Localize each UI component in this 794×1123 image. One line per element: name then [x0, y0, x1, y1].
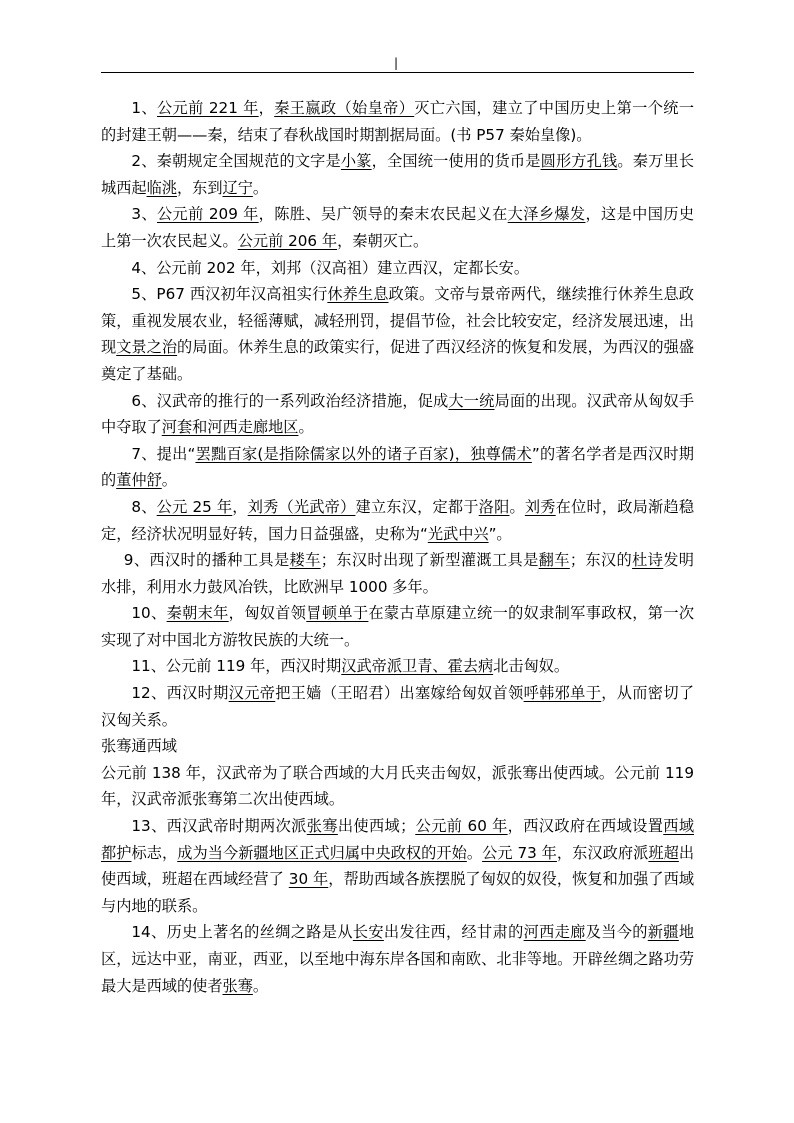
text-run: ，秦朝灭亡。 [337, 231, 429, 250]
underlined-key-term: 大一统 [448, 391, 495, 410]
text-run: 2、秦朝规定全国规范的文字是 [131, 152, 341, 171]
underlined-key-term: 文景之治 [116, 338, 178, 357]
text-run: 。秦万里长城西起 [101, 152, 694, 197]
underlined-key-term: 公元前 60 年 [415, 817, 508, 836]
underlined-key-term: 光武中兴 [427, 524, 489, 543]
paragraph-p11 [101, 653, 694, 680]
underlined-key-term: 汉元帝 [228, 684, 276, 703]
underlined-key-term: 30 年 [288, 870, 329, 889]
header-rule [101, 72, 694, 73]
text-run: 出发往西，经甘肃的 [383, 923, 524, 942]
paragraph-p6 [101, 388, 694, 441]
section-heading [101, 733, 694, 760]
text-run: 14、历史上著名的丝绸之路是从 [131, 923, 353, 942]
text-run: 及当今的 [585, 923, 648, 942]
paragraph-p12 [101, 680, 694, 733]
underlined-key-term: 公元前 221 年 [157, 99, 259, 117]
underlined-key-term: 刘秀（光武帝） [247, 497, 356, 516]
text-run: 政策。文帝与景帝两代，继续推行休养生息政策，重视发展农业，轻徭薄赋，减轻刑罚，提倡节俭，社会比较安定，经济发展迅速，出现 [101, 285, 694, 357]
text-run: 。 [252, 178, 269, 197]
underlined-key-term: 小篆 [340, 152, 372, 171]
paragraph-p13a [101, 760, 694, 813]
underlined-key-term: 新疆 [647, 923, 679, 942]
underlined-key-term: 大泽乡爆发 [507, 205, 586, 224]
text-run: 7、提出“ [131, 444, 196, 463]
text-run: 1、 [131, 99, 157, 117]
text-run: ， [232, 497, 248, 516]
underlined-key-term: 罢黜百家(是指除儒家以外的诸子百家)，独尊儒术 [195, 444, 532, 463]
underlined-key-term: 西域都护 [101, 817, 695, 862]
text-run: 。 [161, 471, 177, 490]
underlined-key-term: 公元 73 年 [482, 843, 557, 862]
underlined-key-term: 冒顿单于 [306, 604, 369, 623]
underlined-key-term: 公元 25 年 [156, 497, 233, 516]
underlined-key-term: 杜诗 [632, 551, 664, 570]
text-run: 8、 [131, 497, 157, 516]
paragraph-p5 [101, 281, 694, 387]
underlined-key-term: 长安 [352, 923, 384, 942]
text-run: ，东汉政府派 [556, 843, 649, 862]
text-run: ，匈奴首领 [228, 604, 307, 623]
paragraph-p9 [101, 547, 694, 600]
text-run: 把王嫱（王昭君）出塞嫁给匈奴首领 [275, 684, 524, 703]
text-run: 在蒙古草原建立统一的奴隶制军事政权，第一次实现了对中国北方游牧民族的大统一。 [101, 604, 695, 649]
text-run: 6、汉武帝的推行的一系列政治经济措施，促成 [131, 391, 449, 410]
underlined-key-term: 秦王嬴政（始皇帝） [274, 99, 415, 117]
text-run: 灭亡六国，建立了中国历史上第一个统一的封建王朝——秦，结束了春秋战国时期割据局面。(书 P57 秦始皇像)。 [101, 99, 695, 144]
underlined-key-term: 刘秀 [524, 497, 556, 516]
text-run: 。 [509, 497, 525, 516]
document-body [101, 95, 694, 999]
text-run: 12、西汉时期 [131, 684, 229, 703]
text-run: 3、 [131, 205, 157, 224]
underlined-key-term: 董仲舒 [116, 471, 162, 490]
underlined-key-term: 休养生息 [327, 285, 389, 304]
underlined-key-term: 圆形方孔钱 [540, 152, 618, 171]
underlined-key-term: 汉武帝派卫青、霍去病 [341, 657, 494, 676]
text-run: ，这是中国历史上第一次农民起义。 [101, 205, 695, 250]
text-run: 张骞通西域 [101, 737, 177, 756]
paragraph-p3 [101, 201, 694, 254]
text-run: 9、西汉时的播种工具是 [123, 551, 290, 570]
text-run: ，东到 [176, 178, 223, 197]
underlined-key-term: 公元前 206 年 [237, 231, 338, 250]
paragraph-p13 [101, 813, 694, 919]
underlined-key-term: 成为当今新疆地区正式归属中央政权的开始 [177, 843, 467, 862]
text-run: ，陈胜、吴广领导的秦末农民起义在 [258, 205, 508, 224]
text-run: 出使西域； [337, 817, 416, 836]
text-run: 。 [298, 418, 314, 437]
text-run: 的局面。休养生息的政策实行，促进了西汉经济的恢复和发展，为西汉的强盛奠定了基础。 [101, 338, 695, 383]
underlined-key-term: 班超 [648, 843, 679, 862]
text-run: 在位时，政局渐趋稳定，经济状况明显好转，国力日益强盛，史称为“ [101, 497, 695, 543]
paragraph-p1 [101, 95, 694, 148]
underlined-key-term: 翻车 [538, 551, 570, 570]
text-run: 11、公元前 119 年，西汉时期 [131, 657, 342, 676]
underlined-key-term: 洛阳 [478, 497, 510, 516]
text-run: 。 [466, 843, 483, 862]
paragraph-p8 [101, 494, 694, 547]
underlined-key-term: 河西走廊 [523, 923, 586, 942]
text-run: 北击匈奴。 [493, 657, 570, 676]
paragraph-p7 [101, 441, 694, 494]
paragraph-p4 [101, 255, 694, 282]
underlined-key-term: 张骞 [222, 976, 253, 995]
underlined-key-term: 秦朝末年 [166, 604, 229, 623]
text-run: 10、 [131, 604, 167, 623]
text-run: ，西汉政府在西域设置 [507, 817, 664, 836]
text-run: ，全国统一使用的货币是 [371, 152, 541, 171]
text-run: 5、P67 西汉初年汉高祖实行 [131, 285, 328, 304]
underlined-key-term: 临洮 [146, 178, 177, 197]
underlined-key-term: 张骞 [306, 817, 338, 836]
text-run: 地区，远达中亚，南亚，西亚，以至地中海东岸各国和南欧、北非等地。开辟丝绸之路功劳最大是西域的使者 [101, 923, 695, 995]
underlined-key-term: 公元前 209 年 [157, 205, 259, 224]
text-run: 出使西域，班超在西域经营了 [101, 843, 695, 889]
text-run: ，从而密切了汉匈关系。 [101, 684, 695, 729]
text-run: 发明水排，利用水力鼓风冶铁，比欧洲早 1000 多年。 [101, 551, 694, 596]
text-run: ”。 [488, 524, 512, 543]
text-run: 公元前 138 年，汉武帝为了联合西域的大月氏夹击匈奴，派张骞出使西域。公元前 119 年，汉武帝派张骞第二次出使西域。 [101, 763, 694, 809]
text-run: ”的著名学者是西汉时期的 [101, 444, 694, 490]
text-run: 标志， [131, 843, 178, 862]
paragraph-p14 [101, 919, 694, 999]
text-run: 局面的出现。汉武帝从匈奴手中夺取了 [101, 391, 694, 437]
text-run: 。 [252, 976, 269, 995]
paragraph-p10 [101, 600, 694, 653]
text-run: 建立东汉，定都于 [355, 497, 479, 516]
header-mark: | [394, 56, 399, 70]
text-run: 13、西汉武帝时期两次派 [131, 817, 307, 836]
text-run: ；东汉时出现了新型灌溉工具是 [320, 551, 539, 570]
text-run: 4、公元前 202 年，刘邦（汉高祖）建立西汉，定都长安。 [131, 258, 530, 277]
text-run: ，帮助西域各族摆脱了匈奴的奴役，恢复和加强了西域与内地的联系。 [101, 870, 695, 915]
underlined-key-term: 耧车 [289, 551, 321, 570]
underlined-key-term: 河套和河西走廊地区 [161, 418, 299, 437]
underlined-key-term: 呼韩邪单于 [523, 684, 602, 703]
underlined-key-term: 辽宁 [222, 178, 253, 197]
text-run: ， [258, 99, 275, 117]
paragraph-p2 [101, 148, 694, 201]
text-run: ；东汉的 [569, 551, 633, 570]
